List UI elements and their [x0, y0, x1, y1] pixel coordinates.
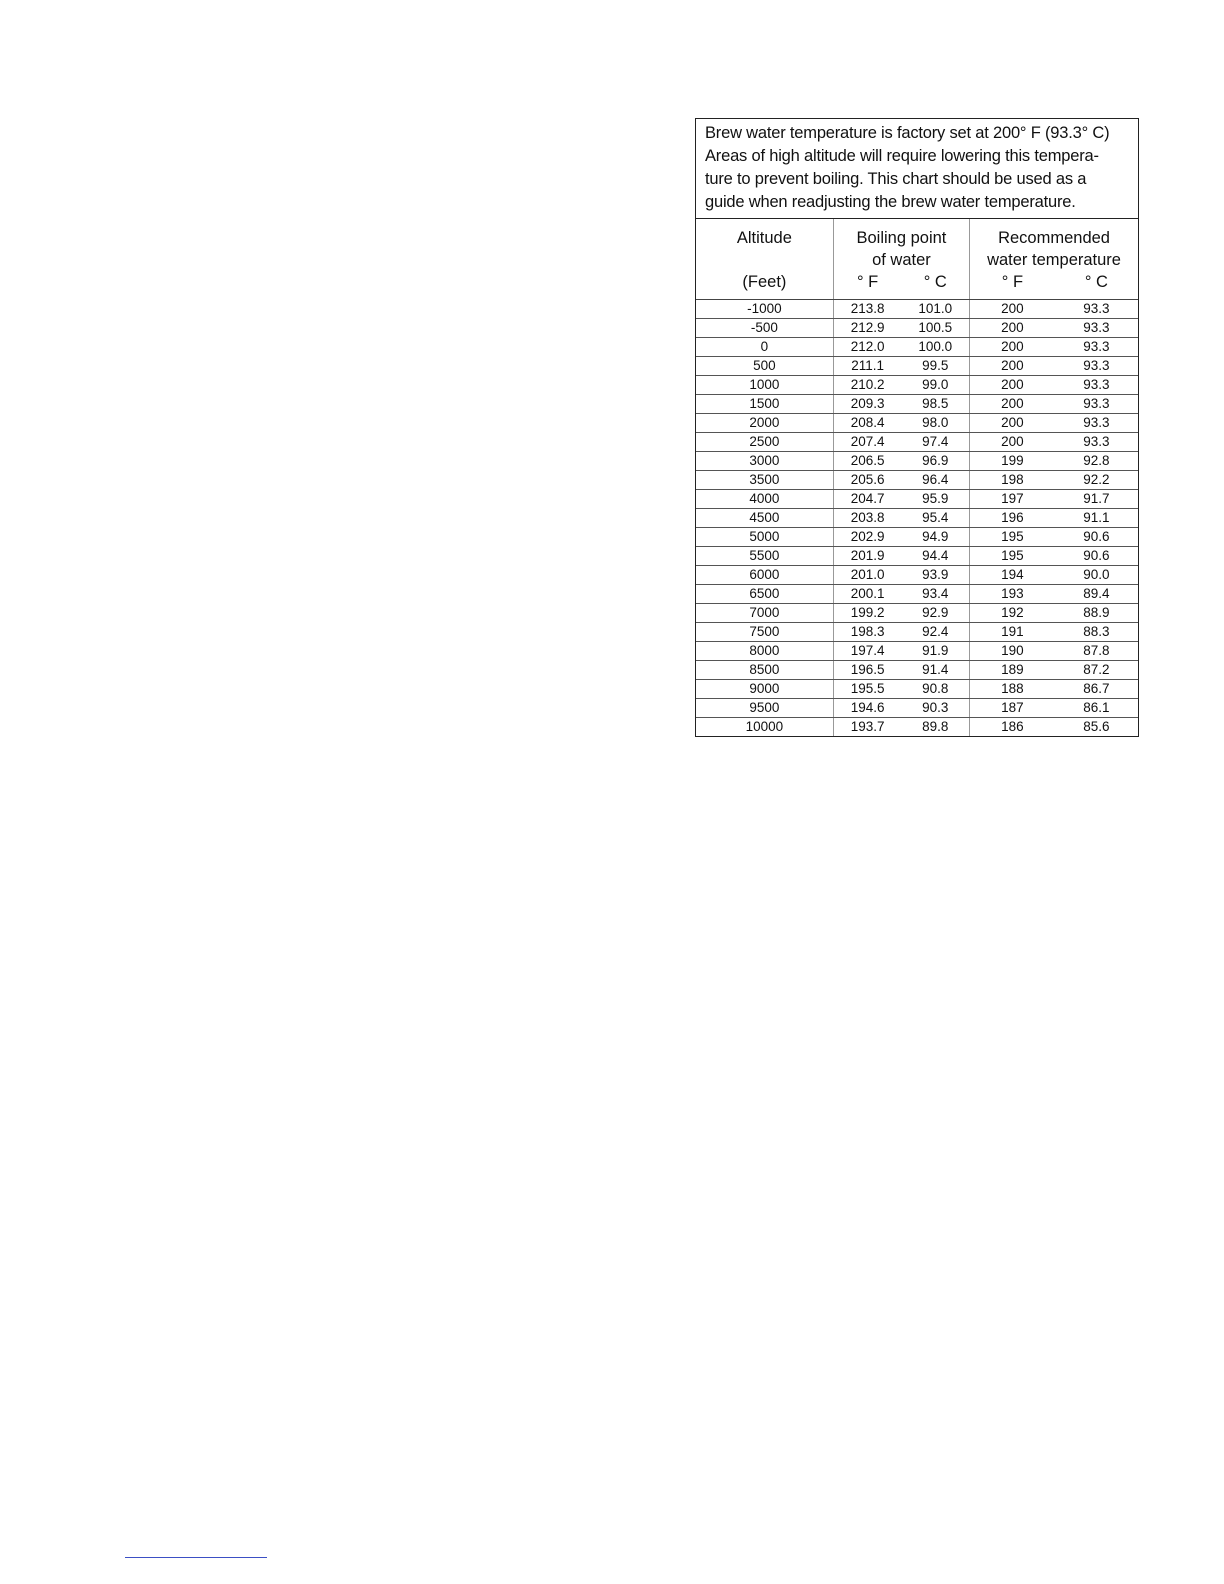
recommended-c-header: ° C [1055, 271, 1138, 300]
boiling-c-cell: 100.5 [901, 319, 969, 338]
recommended-f-cell: 200 [970, 376, 1055, 395]
boiling-f-cell: 206.5 [833, 452, 901, 471]
table-row [696, 604, 1138, 623]
recommended-c-cell: 86.7 [1055, 680, 1138, 699]
table-row [696, 319, 1138, 338]
altitude-cell: 8500 [696, 661, 833, 680]
table-row [696, 414, 1138, 433]
recommended-f-cell: 196 [970, 509, 1055, 528]
recommended-c-cell: 87.8 [1055, 642, 1138, 661]
recommended-header-line: water temperature [987, 251, 1121, 269]
recommended-f-cell: 195 [970, 547, 1055, 566]
altitude-cell: 7000 [696, 604, 833, 623]
recommended-header-line: Recommended [998, 229, 1110, 247]
recommended-f-cell: 190 [970, 642, 1055, 661]
recommended-f-cell: 197 [970, 490, 1055, 509]
boiling-c-cell: 97.4 [901, 433, 969, 452]
table-row [696, 661, 1138, 680]
boiling-c-cell: 91.9 [901, 642, 969, 661]
boiling-c-cell: 96.4 [901, 471, 969, 490]
altitude-cell: 1500 [696, 395, 833, 414]
boiling-c-cell: 95.4 [901, 509, 969, 528]
boiling-header-line: of water [872, 251, 931, 269]
recommended-c-cell: 91.7 [1055, 490, 1138, 509]
recommended-f-cell: 191 [970, 623, 1055, 642]
altitude-cell: 1000 [696, 376, 833, 395]
altitude-cell: 2500 [696, 433, 833, 452]
recommended-f-cell: 200 [970, 357, 1055, 376]
table-row [696, 300, 1138, 319]
recommended-c-cell: 90.6 [1055, 547, 1138, 566]
recommended-f-cell: 187 [970, 699, 1055, 718]
recommended-c-cell: 93.3 [1055, 300, 1138, 319]
boiling-f-cell: 209.3 [833, 395, 901, 414]
recommended-c-cell: 93.3 [1055, 395, 1138, 414]
recommended-c-cell: 93.3 [1055, 414, 1138, 433]
recommended-c-cell: 85.6 [1083, 719, 1110, 734]
boiling-c-cell: 92.4 [901, 623, 969, 642]
altitude-temperature-chart [695, 118, 1139, 737]
boiling-f-cell: 199.2 [833, 604, 901, 623]
recommended-f-cell: 189 [970, 661, 1055, 680]
table-row [696, 547, 1138, 566]
boiling-c-header: ° C [901, 271, 969, 300]
table-row [696, 471, 1138, 490]
table-row [696, 642, 1138, 661]
recommended-f-cell: 186 [1001, 719, 1024, 734]
recommended-c-cell: 89.4 [1055, 585, 1138, 604]
recommended-f-cell: 194 [970, 566, 1055, 585]
table-row [696, 528, 1138, 547]
recommended-f-cell: 188 [970, 680, 1055, 699]
boiling-c-cell: 89.8 [901, 718, 969, 737]
recommended-c-cell: 93.3 [1055, 376, 1138, 395]
recommended-c-cell: 93.3 [1055, 338, 1138, 357]
boiling-c-cell: 99.5 [901, 357, 969, 376]
table-row [696, 623, 1138, 642]
boiling-f-cell: 210.2 [833, 376, 901, 395]
boiling-c-cell: 100.0 [901, 338, 969, 357]
boiling-f-cell: 207.4 [833, 433, 901, 452]
boiling-c-cell: 90.8 [901, 680, 969, 699]
boiling-f-cell: 198.3 [833, 623, 901, 642]
boiling-f-cell: 203.8 [833, 509, 901, 528]
recommended-c-cell: 92.2 [1055, 471, 1138, 490]
table-row [696, 680, 1138, 699]
boiling-f-cell: 194.6 [833, 699, 901, 718]
recommended-f-cell: 193 [970, 585, 1055, 604]
altitude-cell: 7500 [696, 623, 833, 642]
altitude-cell: 2000 [696, 414, 833, 433]
recommended-c-cell: 92.8 [1055, 452, 1138, 471]
footer-rule [125, 1557, 267, 1558]
table-row [696, 376, 1138, 395]
table-row [696, 357, 1138, 376]
boiling-header-line: Boiling point [856, 229, 947, 247]
boiling-f-cell: 193.7 [850, 719, 885, 734]
recommended-f-cell: 200 [970, 300, 1055, 319]
table-row [696, 566, 1138, 585]
recommended-f-cell: 195 [970, 528, 1055, 547]
boiling-point-header [833, 219, 969, 271]
boiling-f-cell: 212.0 [833, 338, 901, 357]
boiling-c-cell: 92.9 [901, 604, 969, 623]
boiling-c-cell: 101.0 [901, 300, 969, 319]
boiling-c-cell: 99.0 [901, 376, 969, 395]
recommended-c-cell: 93.3 [1055, 433, 1138, 452]
boiling-f-cell: 197.4 [833, 642, 901, 661]
recommended-f-cell: 192 [970, 604, 1055, 623]
boiling-f-cell: 212.9 [833, 319, 901, 338]
boiling-c-cell: 93.4 [901, 585, 969, 604]
recommended-f-cell: 200 [970, 319, 1055, 338]
boiling-f-cell: 211.1 [833, 357, 901, 376]
altitude-cell: 6000 [696, 566, 833, 585]
altitude-cell: 3500 [696, 471, 833, 490]
recommended-f-cell: 200 [970, 338, 1055, 357]
altitude-cell: 3000 [696, 452, 833, 471]
table-row [696, 490, 1138, 509]
altitude-cell: 10000 [696, 718, 833, 737]
table-row [696, 509, 1138, 528]
altitude-table [696, 219, 1138, 736]
altitude-cell: 6500 [696, 585, 833, 604]
table-row [696, 433, 1138, 452]
table-row [696, 338, 1138, 357]
altitude-cell: 0 [696, 338, 833, 357]
altitude-cell: -1000 [696, 300, 833, 319]
recommended-c-cell: 90.0 [1055, 566, 1138, 585]
boiling-c-cell: 98.0 [901, 414, 969, 433]
recommended-f-cell: 200 [970, 395, 1055, 414]
boiling-f-cell: 213.8 [833, 300, 901, 319]
recommended-c-cell: 88.3 [1055, 623, 1138, 642]
boiling-f-cell: 201.9 [833, 547, 901, 566]
altitude-unit-header: (Feet) [696, 271, 833, 300]
altitude-cell: -500 [696, 319, 833, 338]
recommended-c-cell: 91.1 [1055, 509, 1138, 528]
altitude-cell: 4000 [696, 490, 833, 509]
recommended-c-cell: 90.6 [1055, 528, 1138, 547]
recommended-c-cell: 93.3 [1055, 319, 1138, 338]
recommended-f-cell: 200 [970, 433, 1055, 452]
boiling-f-cell: 200.1 [833, 585, 901, 604]
recommended-f-cell: 200 [970, 414, 1055, 433]
boiling-c-cell: 98.5 [901, 395, 969, 414]
boiling-c-cell: 95.9 [901, 490, 969, 509]
recommended-f-cell: 198 [970, 471, 1055, 490]
table-row [696, 452, 1138, 471]
recommended-c-cell: 87.2 [1055, 661, 1138, 680]
altitude-cell: 8000 [696, 642, 833, 661]
altitude-cell: 5500 [696, 547, 833, 566]
recommended-c-cell: 88.9 [1055, 604, 1138, 623]
altitude-cell: 5000 [696, 528, 833, 547]
boiling-c-cell: 91.4 [901, 661, 969, 680]
recommended-temp-header [970, 219, 1138, 271]
intro-line: guide when readjusting the brew water temperature. [705, 193, 1076, 211]
intro-line: Brew water temperature is factory set at 200° F (93.3° C) [705, 124, 1110, 142]
boiling-c-cell: 94.4 [901, 547, 969, 566]
boiling-f-cell: 202.9 [833, 528, 901, 547]
altitude-cell: 9000 [696, 680, 833, 699]
chart-intro-text [696, 119, 1138, 219]
table-row [696, 718, 1138, 737]
boiling-f-cell: 208.4 [833, 414, 901, 433]
boiling-f-cell: 201.0 [833, 566, 901, 585]
intro-line: ture to prevent boiling. This chart should be used as a [705, 170, 1087, 188]
boiling-f-cell: 204.7 [833, 490, 901, 509]
altitude-header: Altitude [696, 219, 833, 271]
intro-line: Areas of high altitude will require lowering this tempera- [705, 147, 1099, 165]
boiling-c-cell: 96.9 [901, 452, 969, 471]
altitude-cell: 500 [696, 357, 833, 376]
boiling-f-cell: 196.5 [833, 661, 901, 680]
altitude-cell: 4500 [696, 509, 833, 528]
table-row [696, 585, 1138, 604]
recommended-c-cell: 86.1 [1055, 699, 1138, 718]
table-row [696, 699, 1138, 718]
boiling-f-header: ° F [833, 271, 901, 300]
boiling-f-cell: 205.6 [833, 471, 901, 490]
altitude-cell: 9500 [696, 699, 833, 718]
recommended-f-cell: 199 [970, 452, 1055, 471]
boiling-c-cell: 90.3 [901, 699, 969, 718]
recommended-f-header: ° F [970, 271, 1055, 300]
table-body [696, 300, 1138, 737]
boiling-c-cell: 93.9 [901, 566, 969, 585]
recommended-c-cell: 93.3 [1055, 357, 1138, 376]
boiling-c-cell: 94.9 [901, 528, 969, 547]
table-row [696, 395, 1138, 414]
boiling-f-cell: 195.5 [833, 680, 901, 699]
